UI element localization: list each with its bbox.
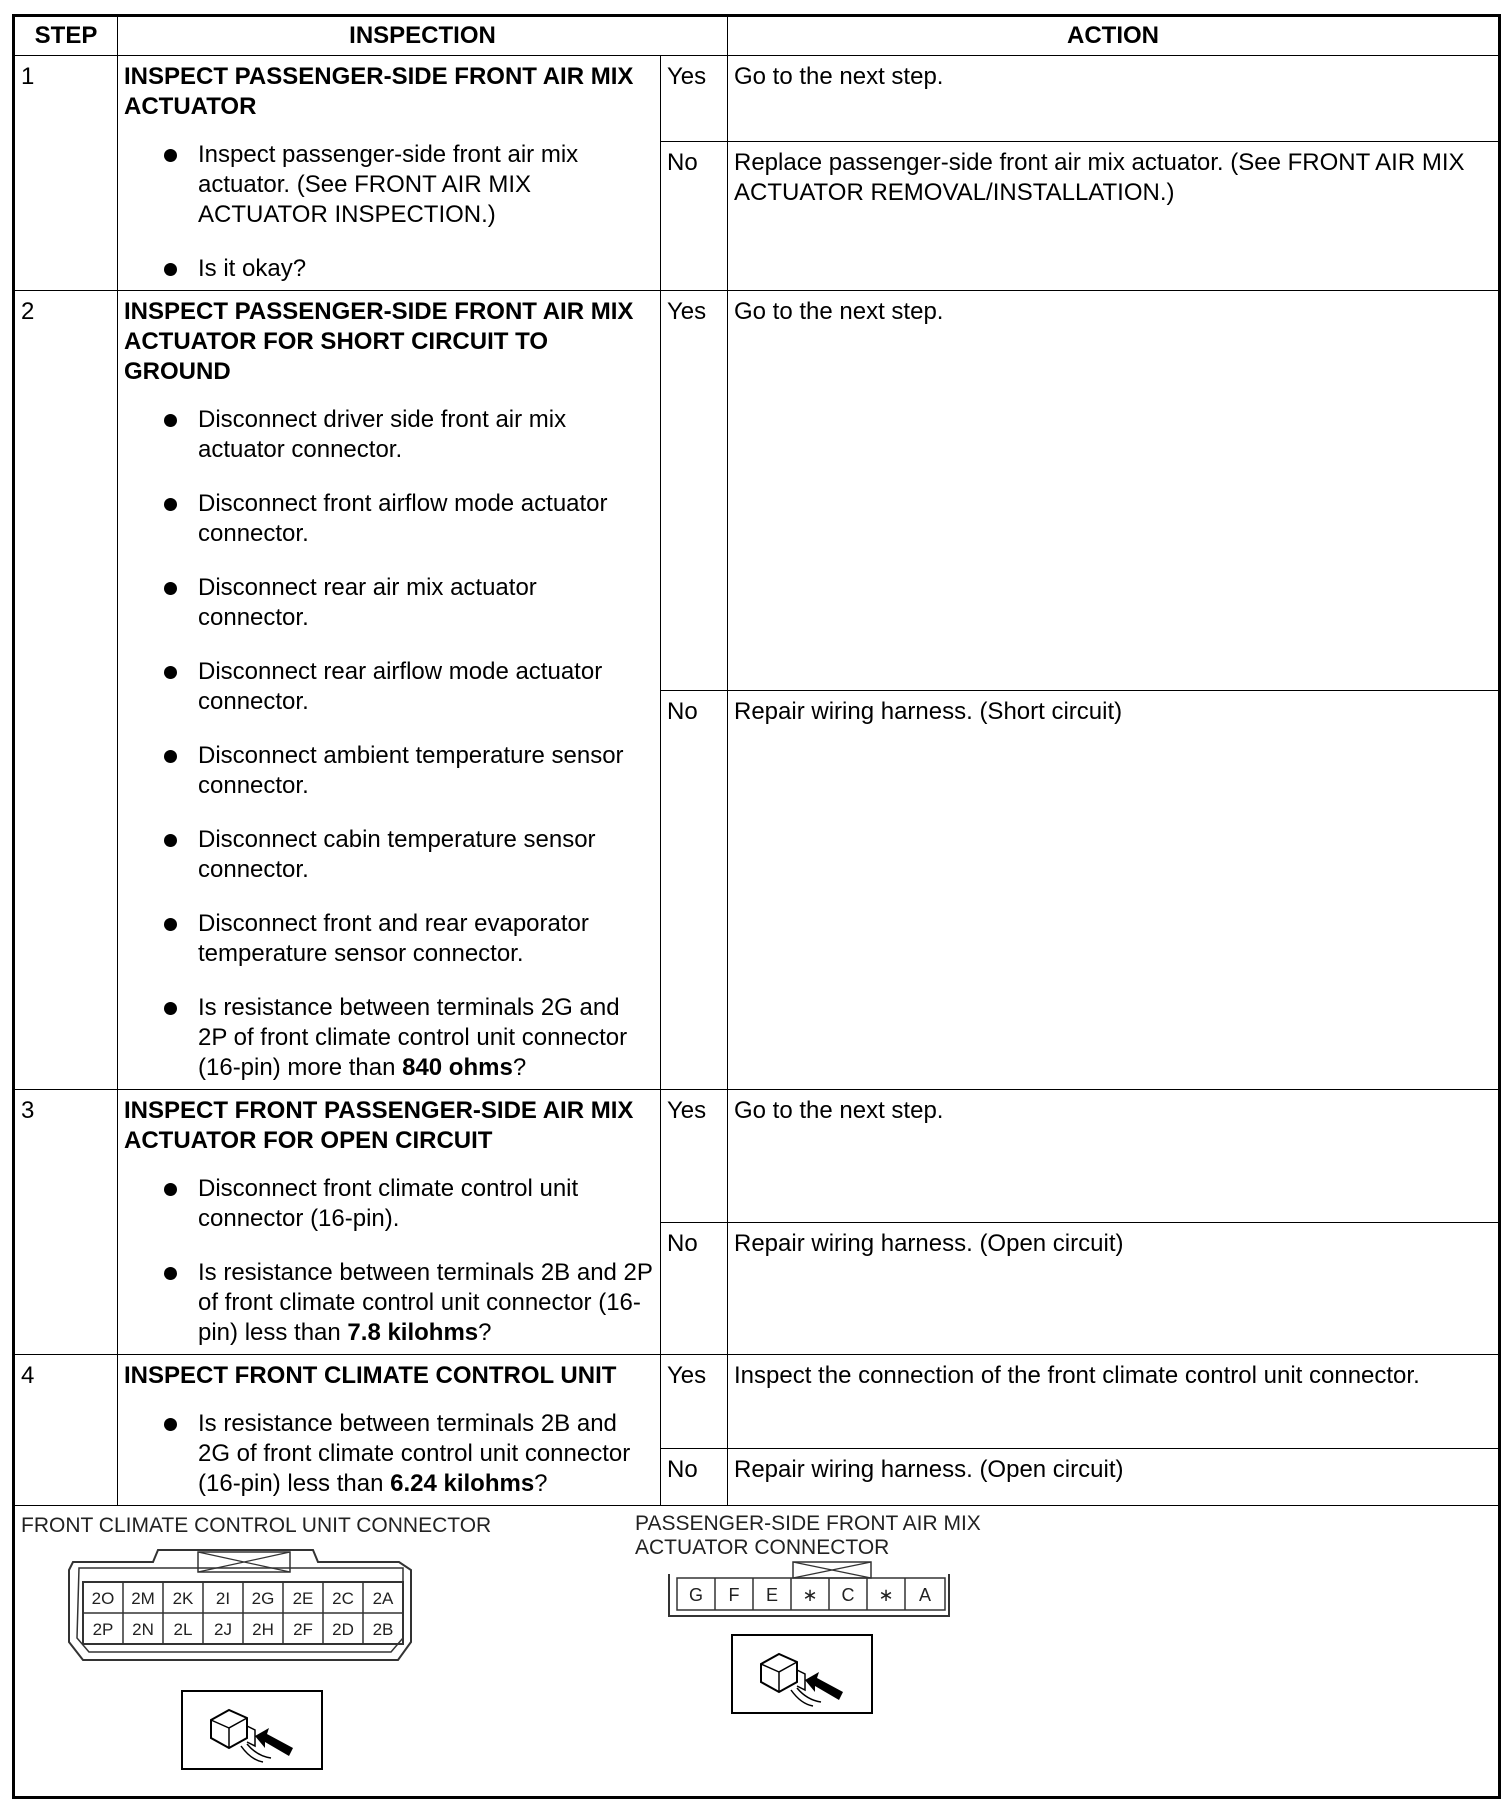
pin-label: 2F: [293, 1620, 313, 1639]
bullet-item: Is it okay?: [164, 254, 654, 284]
step-inspection: [118, 1355, 661, 1506]
pin-label: 2P: [92, 1620, 114, 1639]
actuator-connector-label-2: ACTUATOR CONNECTOR: [635, 1536, 890, 1559]
bullet-item: Disconnect front and rear evaporator temperature sensor connector.: [164, 909, 654, 969]
step-2-yes-row: [14, 291, 1500, 691]
yes-action: Go to the next step.: [728, 1090, 1500, 1223]
pin-label: C: [841, 1585, 855, 1605]
step-title: INSPECT PASSENGER-SIDE FRONT AIR MIX ACTUATOR: [124, 63, 634, 120]
pin-label: 2M: [131, 1589, 155, 1608]
header-row: [14, 16, 1500, 56]
pin-label: A: [918, 1585, 932, 1605]
step-4-yes-row: [14, 1355, 1500, 1449]
no-label: No: [661, 690, 728, 1090]
pin-label: 2C: [332, 1589, 354, 1608]
actuator-connector-diagram: [665, 1560, 955, 1630]
step-inspection: [118, 1090, 661, 1355]
bullet-list: [124, 405, 654, 1083]
troubleshooting-table: [12, 14, 1501, 1799]
pin-label: 2I: [215, 1589, 231, 1608]
pin-label: 2B: [372, 1620, 394, 1639]
resistance-value: 840 ohms: [402, 1054, 513, 1081]
harness-side-connector-icon: [731, 1634, 873, 1714]
no-label: No: [661, 1222, 728, 1355]
yes-label: Yes: [661, 291, 728, 691]
pin-label: 2D: [332, 1620, 354, 1639]
bullet-item: Disconnect ambient temperature sensor connector.: [164, 741, 654, 801]
step-inspection: [118, 56, 661, 291]
no-action: Repair wiring harness. (Open circuit): [728, 1222, 1500, 1355]
pin-label: 2K: [172, 1589, 194, 1608]
step-number: 2: [14, 291, 118, 1090]
no-label: No: [661, 142, 728, 291]
pin-label: 2E: [292, 1589, 314, 1608]
pin-label: 2J: [214, 1620, 232, 1639]
pin-label: F: [728, 1585, 740, 1605]
step-number: 1: [14, 56, 118, 291]
pin-label: 2L: [173, 1620, 193, 1639]
bullet-item: Disconnect front climate control unit connector (16-pin).: [164, 1174, 654, 1234]
no-label: No: [661, 1449, 728, 1506]
step-3-yes-row: [14, 1090, 1500, 1223]
document-page: [12, 14, 1498, 1774]
bullet-question: Is resistance between terminals 2B and 2G of front climate control unit connector (16-pin) less than 6.24 kilohms?: [164, 1409, 654, 1499]
bullet-question: Is resistance between terminals 2B and 2P of front climate control unit connector (16-pin) less than 7.8 kilohms?: [164, 1258, 654, 1348]
pin-label: 2G: [251, 1589, 275, 1608]
fccu-connector-label: FRONT CLIMATE CONTROL UNIT CONNECTOR: [21, 1514, 492, 1537]
no-action: Repair wiring harness. (Open circuit): [728, 1449, 1500, 1506]
bullet-list: [124, 1174, 654, 1348]
step-number: 4: [14, 1355, 118, 1506]
step-title: INSPECT FRONT PASSENGER-SIDE AIR MIX ACTUATOR FOR OPEN CIRCUIT: [124, 1097, 634, 1154]
step-number: 3: [14, 1090, 118, 1355]
bullet-question: Is resistance between terminals 2G and 2P of front climate control unit connector (16-pin) more than 840 ohms?: [164, 993, 654, 1083]
harness-side-connector-icon: [181, 1690, 323, 1770]
step-1-yes-row: [14, 56, 1500, 142]
pin-label: ∗: [878, 1585, 894, 1605]
pin-label: 2H: [252, 1620, 274, 1639]
bullet-item: Inspect passenger-side front air mix actuator. (See FRONT AIR MIX ACTUATOR INSPECTION.): [164, 140, 654, 230]
step-inspection: [118, 291, 661, 1090]
header-inspection: INSPECTION: [118, 16, 728, 56]
resistance-value: 7.8 kilohms: [347, 1319, 479, 1346]
fccu-connector-diagram: [63, 1542, 483, 1692]
step-title: INSPECT FRONT CLIMATE CONTROL UNIT: [124, 1362, 617, 1389]
step-title: INSPECT PASSENGER-SIDE FRONT AIR MIX ACTUATOR FOR SHORT CIRCUIT TO GROUND: [124, 298, 634, 385]
resistance-value: 6.24 kilohms: [390, 1470, 535, 1497]
connector-figures: [14, 1506, 1500, 1798]
yes-action: Go to the next step.: [728, 291, 1500, 691]
header-action: ACTION: [728, 16, 1500, 56]
bullet-item: Disconnect rear air mix actuator connector.: [164, 573, 654, 633]
pin-label: 2N: [132, 1620, 154, 1639]
bullet-list: [124, 140, 654, 284]
pin-label: ∗: [802, 1585, 818, 1605]
yes-action: Go to the next step.: [728, 56, 1500, 142]
bullet-item: Disconnect rear airflow mode actuator connector.: [164, 657, 654, 717]
header-step: STEP: [14, 16, 118, 56]
pin-label: 2O: [91, 1589, 115, 1608]
no-action: Replace passenger-side front air mix actuator. (See FRONT AIR MIX ACTUATOR REMOVAL/INSTALLATION.): [728, 142, 1500, 291]
bullet-item: Disconnect cabin temperature sensor connector.: [164, 825, 654, 885]
bullet-list: [124, 1409, 654, 1499]
actuator-connector-label-1: PASSENGER-SIDE FRONT AIR MIX: [635, 1512, 981, 1535]
pin-label: E: [765, 1585, 779, 1605]
pin-label: G: [688, 1585, 704, 1605]
yes-label: Yes: [661, 1355, 728, 1449]
yes-label: Yes: [661, 1090, 728, 1223]
bullet-item: Disconnect driver side front air mix actuator connector.: [164, 405, 654, 465]
yes-action: Inspect the connection of the front climate control unit connector.: [728, 1355, 1500, 1449]
figure-row: [14, 1506, 1500, 1798]
no-action: Repair wiring harness. (Short circuit): [728, 690, 1500, 1090]
yes-label: Yes: [661, 56, 728, 142]
bullet-item: Disconnect front airflow mode actuator connector.: [164, 489, 654, 549]
pin-label: 2A: [372, 1589, 394, 1608]
